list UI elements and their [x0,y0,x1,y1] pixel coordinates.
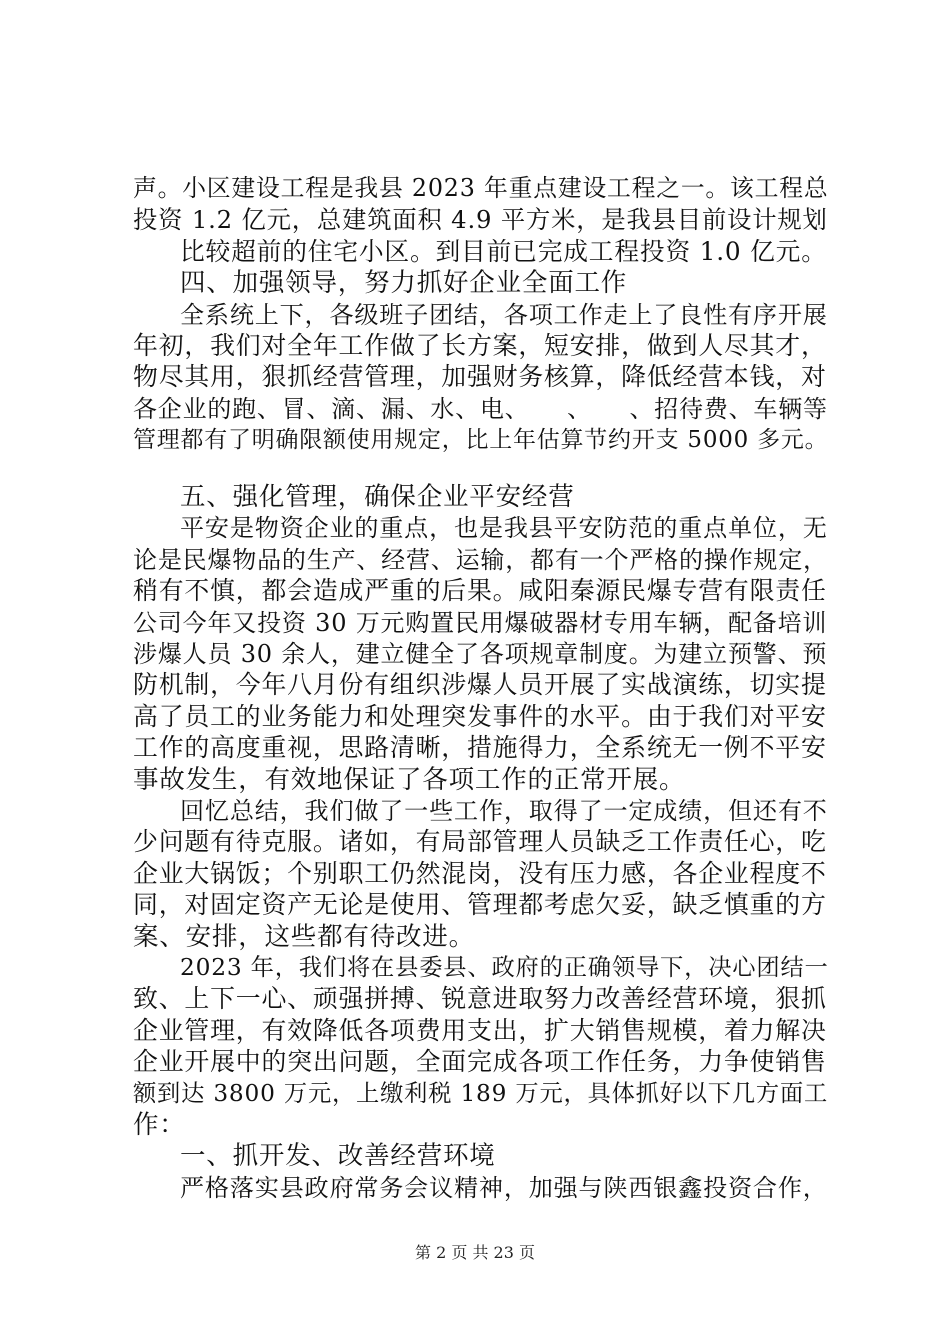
page-number-footer: 第 2 页 共 23 页 [415,1243,535,1262]
body-line: 公司今年又投资 30 万元购置民用爆破器材专用车辆，配备培训 [133,609,828,637]
body-line: 防机制，今年八月份有组织涉爆人员开展了实战演练，切实提 [133,670,827,699]
body-line: 各企业的跑、冒、滴、漏、水、电、 、 、招待费、车辆等 [133,395,828,423]
body-line: 2023 年，我们将在县委县、政府的正确领导下，决心团结一 [180,954,829,981]
body-line: 严格落实县政府常务会议精神，加强与陕西银鑫投资合作， [180,1174,828,1202]
body-line: 年初，我们对全年工作做了长方案，短安排，做到人尽其才， [133,331,827,360]
body-line: 工作的高度重视，思路清晰，措施得力，全系统无一例不平安 [133,733,827,762]
body-line: 比较超前的住宅小区。到目前已完成工程投资 1.0 亿元。 [180,237,827,266]
body-line: 投资 1.2 亿元，总建筑面积 4.9 平方米，是我县目前设计规划 [133,205,828,234]
body-line: 企业大锅饭；个别职工仍然混岗，没有压力感，各企业程度不 [133,859,827,888]
body-line: 作： [133,1110,186,1140]
body-line: 物尽其用，狠抓经营管理，加强财务核算，降低经营本钱，对 [133,362,827,391]
body-line: 涉爆人员 30 余人，建立健全了各项规章制度。为建立预警、预 [133,640,828,668]
body-line: 同，对固定资产无论是使用、管理都考虑欠妥，缺乏慎重的方 [133,890,827,919]
body-line: 企业管理，有效降低各项费用支出，扩大销售规模，着力解决 [133,1016,827,1045]
body-line: 额到达 3800 万元，上缴利税 189 万元，具体抓好以下几方面工 [133,1080,829,1107]
body-line: 回忆总结，我们做了一些工作，取得了一定成绩，但还有不 [180,797,828,825]
body-line: 全系统上下，各级班子团结，各项工作走上了良性有序开展 [180,301,828,329]
body-line: 案、安排，这些都有待改进。 [133,922,475,952]
body-line: 管理都有了明确限额使用规定，比上年估算节约开支 5000 多元。 [133,427,829,453]
body-line: 高了员工的业务能力和处理突发事件的水平。由于我们对平安 [133,702,827,731]
body-line: 少问题有待克服。诸如，有局部管理人员缺乏工作责任心，吃 [133,827,827,856]
section-heading: 一、抓开发、改善经营环境 [180,1141,496,1171]
body-line: 致、上下一心、顽强拼搏、锐意进取努力改善经营环境，狠抓 [133,984,827,1013]
body-line: 事故发生，有效地保证了各项工作的正常开展。 [133,765,686,795]
body-line: 论是民爆物品的生产、经营、运输，都有一个严格的操作规定， [133,546,828,574]
section-heading: 四、加强领导，努力抓好企业全面工作 [180,268,628,298]
body-line: 稍有不慎，都会造成严重的后果。咸阳秦源民爆专营有限责任 [133,576,827,605]
body-line: 企业开展中的突出问题，全面完成各项工作任务，力争使销售 [133,1047,827,1076]
body-line: 平安是物资企业的重点，也是我县平安防范的重点单位，无 [180,514,828,542]
section-heading: 五、强化管理，确保企业平安经营 [180,482,575,512]
body-line: 声。小区建设工程是我县 2023 年重点建设工程之一。该工程总 [133,174,829,202]
